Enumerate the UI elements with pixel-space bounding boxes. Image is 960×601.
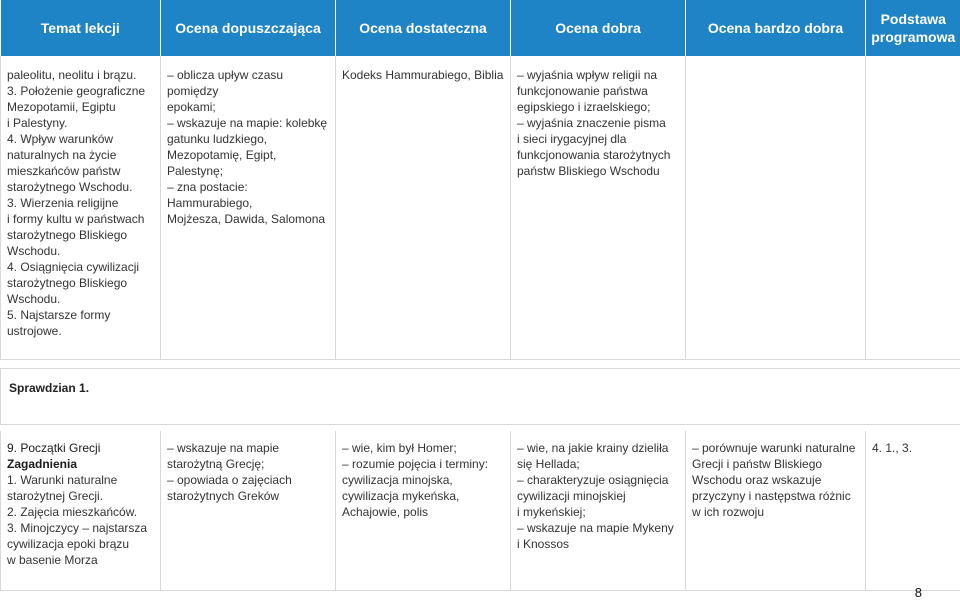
text-line: starożytną Grecję; [167,457,265,471]
cell-dopuszczajaca [161,431,336,591]
text-line: 5. Najstarsze formy [7,308,111,322]
text-line: starożytnego Bliskiego [7,228,128,242]
row-spacer [1,360,960,369]
text-line: epokami; [167,100,216,114]
text-line: się Hellada; [517,457,580,471]
text-line: – wskazuje na mapie [167,441,280,455]
text-line: naturalnych na życie [7,148,117,162]
header-ocena-dostateczna: Ocena dostateczna [336,0,511,56]
text-line: starożytnych Greków [167,489,280,503]
text-line: – wskazuje na mapie: kolebkę [167,116,328,130]
text-line: 4. Wpływ warunków [7,132,114,146]
text-line: 4. Osiągnięcia cywilizacji [7,260,140,274]
text-line: – wie, na jakie krainy dzieliła [517,441,669,455]
cell-podstawa: 4. 1., 3. [866,431,960,591]
cell-topic [1,431,161,591]
text-line: – oblicza upływ czasu pomiędzy [167,68,284,98]
topic-list [7,472,154,568]
text-line: – wyjaśnia znaczenie pisma [517,116,666,130]
text-line: – charakteryzuje osiągnięcia [517,473,669,487]
text-line: 2. Zajęcia mieszkańców. [7,505,138,519]
text-line: – wyjaśnia wpływ religii na [517,68,658,82]
cell-topic [1,56,161,360]
text-line: cywilizacja epoki brązu [7,537,130,551]
text-line: ustrojowe. [7,324,62,338]
text-line: Wschodu oraz wskazuje [692,473,822,487]
text-line: Kodeks Hammurabiego, Biblia [342,68,504,82]
text-line: Achajowie, polis [342,505,429,519]
text-line: Wschodu. [7,244,61,258]
text-line: Wschodu. [7,292,61,306]
text-line: gatunku ludzkiego, [167,132,268,146]
text-line: – opowiada o zajęciach [167,473,292,487]
text-line: – wskazuje na mapie Mykeny [517,521,674,535]
text-line: i mykeńskiej; [517,505,586,519]
text-line: Grecji i państw Bliskiego [692,457,823,471]
text-line: 3. Wierzenia religijne [7,196,119,210]
table-row [1,56,960,360]
text-line: 1. Warunki naturalne [7,473,118,487]
text-line: w ich rozwoju [692,505,765,519]
header-ocena-dobra: Ocena dobra [511,0,686,56]
text-line: – rozumie pojęcia i terminy: [342,457,489,471]
sprawdzian-label: Sprawdzian 1. [1,369,960,425]
text-line: – zna postacie: Hammurabiego, [167,180,253,210]
text-line: mieszkańców państw [7,164,121,178]
text-line: państw Bliskiego Wschodu [517,164,660,178]
page-number: 8 [914,585,922,600]
text-line: przyczyny i następstwa różnic [692,489,851,503]
text-line: i Palestyny. [7,116,68,130]
text-line: funkcjonowania starożytnych [517,148,671,162]
text-line: starożytnego Wschodu. [7,180,133,194]
sprawdzian-row [1,369,960,425]
text-line: funkcjonowanie państwa [517,84,648,98]
text-line: starożytnego Bliskiego [7,276,128,290]
cell-dobra [511,56,686,360]
text-line: i Knossos [517,537,570,551]
lesson-title: 9. Początki Grecji [7,441,101,455]
text-line: Mojżesza, Dawida, Salomona [167,212,326,226]
text-line: cywilizacji minojskiej [517,489,626,503]
header-podstawa-programowa [866,0,960,56]
text-line: w basenie Morza [7,553,98,567]
zagadnienia-label: Zagadnienia [7,457,78,471]
text-line: starożytnej Grecji. [7,489,104,503]
cell-bardzo-dobra [686,56,866,360]
text-line: 3. Położenie geograficzne [7,84,146,98]
text-line: egipskiego i izraelskiego; [517,100,651,114]
text-line: – porównuje warunki naturalne [692,441,856,455]
header-ocena-dopuszczajaca: Ocena dopuszczająca [161,0,336,56]
cell-dopuszczajaca [161,56,336,360]
cell-dobra [511,431,686,591]
text-line: i formy kultu w państwach [7,212,145,226]
text-line: cywilizacja minojska, [342,473,453,487]
header-podstawa-line2: programowa [871,29,956,45]
table-row [1,431,960,591]
cell-bardzo-dobra [686,431,866,591]
cell-dostateczna [336,56,511,360]
text-line: paleolitu, neolitu i brązu. [7,68,137,82]
text-line: i sieci irygacyjnej dla [517,132,627,146]
header-podstawa-line1: Podstawa [880,11,946,27]
text-line: Mezopotamii, Egiptu [7,100,116,114]
text-line: cywilizacja mykeńska, [342,489,460,503]
header-ocena-bardzo-dobra: Ocena bardzo dobra [686,0,866,56]
header-temat-lekcji: Temat lekcji [1,0,161,56]
text-line: 3. Minojczycy – najstarsza [7,521,148,535]
table-header-row [1,0,960,56]
cell-podstawa [866,56,960,360]
text-line: Mezopotamię, Egipt, Palestynę; [167,148,277,178]
cell-dostateczna [336,431,511,591]
text-line: – wie, kim był Homer; [342,441,457,455]
